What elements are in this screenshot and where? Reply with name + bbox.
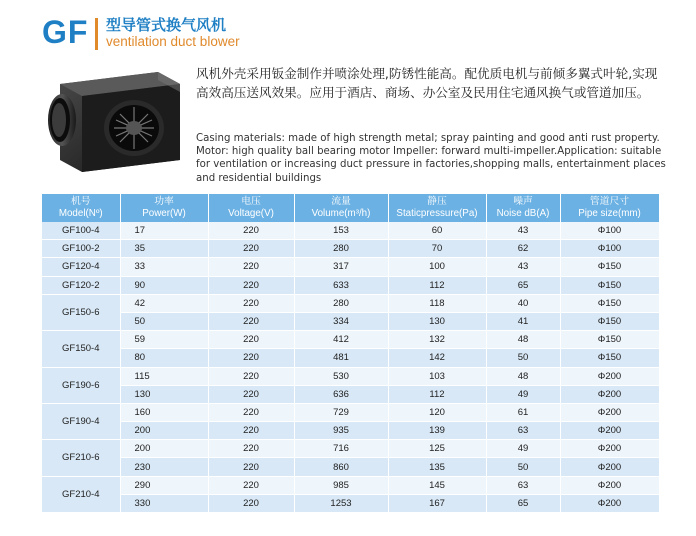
- table-row: [42, 494, 659, 512]
- model-cell: GF120-2: [42, 276, 120, 294]
- spec-cell: 130: [120, 385, 208, 403]
- spec-cell: 860: [294, 458, 388, 476]
- spec-cell: Φ200: [560, 494, 659, 512]
- page-header: [0, 0, 696, 60]
- model-cell: GF100-2: [42, 240, 120, 258]
- spec-cell: 1253: [294, 494, 388, 512]
- spec-cell: Φ200: [560, 367, 659, 385]
- spec-cell: 167: [388, 494, 486, 512]
- spec-cell: 142: [388, 349, 486, 367]
- column-header-en: Staticpressure(Pa): [396, 208, 478, 219]
- column-header-en: Power(W): [142, 208, 186, 219]
- spec-cell: 220: [208, 240, 294, 258]
- spec-cell: 200: [120, 422, 208, 440]
- spec-cell: 220: [208, 422, 294, 440]
- spec-cell: 65: [486, 276, 560, 294]
- column-header-en: Pipe size(mm): [578, 208, 641, 219]
- spec-cell: 40: [486, 294, 560, 312]
- spec-cell: 220: [208, 294, 294, 312]
- spec-cell: 125: [388, 440, 486, 458]
- spec-cell: 220: [208, 258, 294, 276]
- spec-cell: 220: [208, 312, 294, 330]
- spec-cell: 112: [388, 276, 486, 294]
- spec-cell: Φ200: [560, 476, 659, 494]
- spec-cell: Φ150: [560, 276, 659, 294]
- spec-cell: 334: [294, 312, 388, 330]
- column-header-en: Voltage(V): [228, 208, 274, 219]
- spec-cell: Φ150: [560, 349, 659, 367]
- spec-table-header: [42, 194, 659, 222]
- spec-cell: 220: [208, 403, 294, 421]
- spec-cell: 317: [294, 258, 388, 276]
- spec-cell: 135: [388, 458, 486, 476]
- spec-cell: 145: [388, 476, 486, 494]
- spec-cell: 220: [208, 276, 294, 294]
- column-header-en: Model(Nº): [58, 208, 103, 219]
- spec-cell: 63: [486, 422, 560, 440]
- column-header: [486, 194, 560, 222]
- column-header: [294, 194, 388, 222]
- table-row: [42, 476, 659, 494]
- spec-cell: 153: [294, 222, 388, 240]
- spec-cell: 330: [120, 494, 208, 512]
- spec-cell: 230: [120, 458, 208, 476]
- spec-cell: 132: [388, 331, 486, 349]
- spec-cell: Φ200: [560, 422, 659, 440]
- spec-cell: 49: [486, 385, 560, 403]
- table-row: [42, 276, 659, 294]
- description-en: Casing materials: made of high strength metal; spray painting and good anti rust property. Motor: high quality ball bearing motor Impeller: forward multi-impeller.Application: suitable for ventilation or increasing duct pressure in factories,shopping malls, entertainment places and residential buildings: [196, 133, 666, 184]
- spec-cell: Φ100: [560, 222, 659, 240]
- spec-cell: 80: [120, 349, 208, 367]
- table-row: [42, 440, 659, 458]
- spec-cell: 729: [294, 403, 388, 421]
- spec-cell: 220: [208, 349, 294, 367]
- spec-cell: 985: [294, 476, 388, 494]
- table-row: [42, 349, 659, 367]
- spec-cell: 50: [486, 458, 560, 476]
- column-header: [560, 194, 659, 222]
- table-row: [42, 422, 659, 440]
- table-row: [42, 240, 659, 258]
- spec-cell: 481: [294, 349, 388, 367]
- spec-cell: 220: [208, 476, 294, 494]
- description-cn: 风机外壳采用钣金制作并喷涂处理,防锈性能高。配优质电机与前倾多翼式叶轮,实现高效高压送风效果。应用于酒店、商场、办公室及民用住宅通风换气或管道加压。: [196, 66, 658, 100]
- table-row: [42, 331, 659, 349]
- spec-cell: Φ150: [560, 312, 659, 330]
- table-row: [42, 458, 659, 476]
- column-header-cn: 机号: [70, 196, 91, 207]
- spec-cell: 43: [486, 258, 560, 276]
- table-row: [42, 367, 659, 385]
- column-header-cn: 功率: [154, 196, 174, 207]
- spec-table-body: [42, 222, 659, 513]
- spec-cell: 62: [486, 240, 560, 258]
- spec-cell: 200: [120, 440, 208, 458]
- column-header-cn: 噪声: [513, 196, 533, 207]
- spec-cell: 160: [120, 403, 208, 421]
- model-cell: GF190-4: [42, 403, 120, 439]
- table-row: [42, 258, 659, 276]
- spec-cell: 63: [486, 476, 560, 494]
- spec-cell: 220: [208, 458, 294, 476]
- spec-cell: 41: [486, 312, 560, 330]
- column-header: [42, 194, 120, 222]
- header-divider: [95, 18, 98, 50]
- model-cell: GF100-4: [42, 222, 120, 240]
- spec-cell: 412: [294, 331, 388, 349]
- spec-cell: 220: [208, 367, 294, 385]
- spec-cell: 120: [388, 403, 486, 421]
- spec-cell: 42: [120, 294, 208, 312]
- column-header-en: Volume(m³/h): [311, 208, 371, 219]
- model-cell: GF210-4: [42, 476, 120, 512]
- series-badge: GF: [42, 14, 89, 50]
- spec-cell: 220: [208, 440, 294, 458]
- spec-cell: Φ200: [560, 403, 659, 421]
- spec-cell: 48: [486, 367, 560, 385]
- spec-cell: 48: [486, 331, 560, 349]
- table-row: [42, 222, 659, 240]
- spec-cell: 90: [120, 276, 208, 294]
- spec-cell: 65: [486, 494, 560, 512]
- spec-cell: 935: [294, 422, 388, 440]
- model-cell: GF120-4: [42, 258, 120, 276]
- model-cell: GF150-6: [42, 294, 120, 330]
- column-header-cn: 电压: [241, 196, 261, 207]
- spec-cell: 636: [294, 385, 388, 403]
- table-row: [42, 385, 659, 403]
- spec-cell: 100: [388, 258, 486, 276]
- spec-cell: 43: [486, 222, 560, 240]
- spec-cell: 530: [294, 367, 388, 385]
- spec-cell: 220: [208, 222, 294, 240]
- table-row: [42, 312, 659, 330]
- spec-cell: Φ100: [560, 240, 659, 258]
- spec-cell: 70: [388, 240, 486, 258]
- spec-cell: 33: [120, 258, 208, 276]
- spec-cell: Φ150: [560, 258, 659, 276]
- column-header: [120, 194, 208, 222]
- spec-cell: 35: [120, 240, 208, 258]
- spec-cell: 716: [294, 440, 388, 458]
- column-header: [208, 194, 294, 222]
- spec-cell: 59: [120, 331, 208, 349]
- model-cell: GF190-6: [42, 367, 120, 403]
- column-header-en: Noise dB(A): [496, 208, 550, 219]
- spec-cell: Φ150: [560, 331, 659, 349]
- spec-cell: 290: [120, 476, 208, 494]
- spec-cell: Φ150: [560, 294, 659, 312]
- spec-cell: 139: [388, 422, 486, 440]
- spec-cell: 49: [486, 440, 560, 458]
- spec-cell: 60: [388, 222, 486, 240]
- column-header-cn: 流量: [331, 196, 351, 207]
- table-row: [42, 294, 659, 312]
- column-header-cn: 静压: [427, 196, 447, 207]
- spec-cell: 112: [388, 385, 486, 403]
- spec-cell: 220: [208, 331, 294, 349]
- spec-cell: 220: [208, 385, 294, 403]
- spec-cell: Φ200: [560, 440, 659, 458]
- model-cell: GF210-6: [42, 440, 120, 476]
- spec-table: [42, 194, 660, 513]
- spec-cell: 633: [294, 276, 388, 294]
- spec-table-container: [42, 194, 659, 513]
- spec-cell: 115: [120, 367, 208, 385]
- spec-cell: 61: [486, 403, 560, 421]
- column-header-cn: 管道尺寸: [589, 196, 630, 207]
- spec-cell: 17: [120, 222, 208, 240]
- spec-cell: 103: [388, 367, 486, 385]
- product-title-cn: 型导管式换气风机: [106, 16, 227, 34]
- product-title-en: ventilation duct blower: [106, 34, 240, 49]
- spec-cell: Φ200: [560, 458, 659, 476]
- spec-cell: 118: [388, 294, 486, 312]
- spec-cell: 280: [294, 294, 388, 312]
- spec-cell: 50: [120, 312, 208, 330]
- model-cell: GF150-4: [42, 331, 120, 367]
- table-row: [42, 403, 659, 421]
- duct-blower-image: [40, 62, 190, 174]
- column-header: [388, 194, 486, 222]
- product-photo: [40, 62, 190, 174]
- spec-cell: 50: [486, 349, 560, 367]
- spec-cell: 280: [294, 240, 388, 258]
- spec-cell: Φ200: [560, 385, 659, 403]
- spec-cell: 130: [388, 312, 486, 330]
- spec-cell: 220: [208, 494, 294, 512]
